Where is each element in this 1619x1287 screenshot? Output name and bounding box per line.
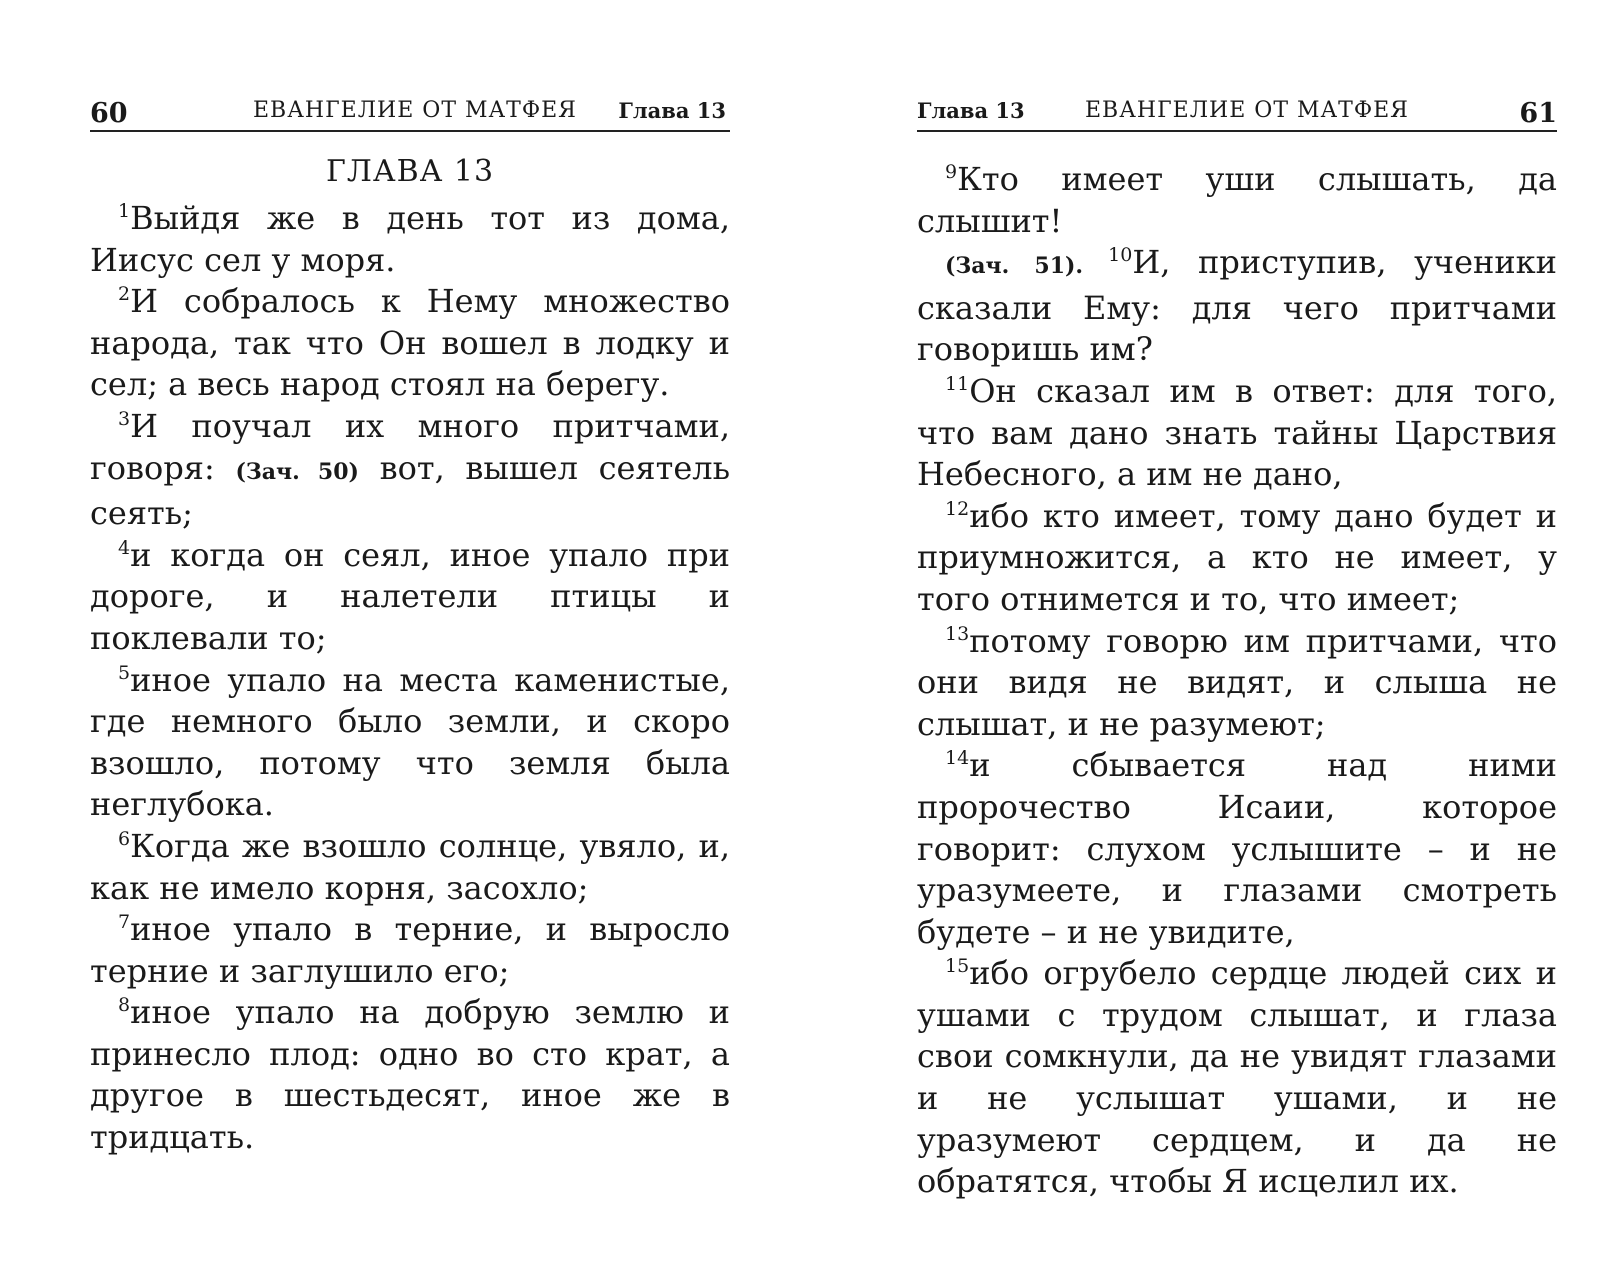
- left-page-number: 60: [90, 98, 128, 129]
- verse: $^{15}$ибо огрубело сердце людей сих и ушами с трудом слышат, и глаза свои сомкнули, да не увидят глазами и не услышат ушами, и не уразумеют сердцем, и да не обратятся, чтобы Я исцелил их.: [917, 954, 1557, 1201]
- verse: $^2$И собралось к Нему множество народа, так что Он вошел в лодку и сел; а весь народ стоял на берегу.: [90, 282, 730, 404]
- chapter-heading: ГЛАВА 13: [325, 154, 495, 189]
- verse: $^{14}$и сбывается над ними пророчество Исаии, которое говорит: слухом услышите – и не уразумеете, и глазами смотреть будете – и не увидите,: [917, 746, 1557, 951]
- verse: $^6$Когда же взошло солнце, увяло, и, как не имело корня, засохло;: [90, 826, 730, 907]
- left-running-title: ЕВАНГЕЛИЕ ОТ МАТФЕЯ: [253, 98, 577, 123]
- verse: $^7$иное упало в терние, и выросло терние и заглушило его;: [90, 910, 730, 990]
- verse: $^5$иное упало на места каменистые, где немного было земли, и скоро взошло, потому что земля была неглубока.: [90, 660, 730, 824]
- left-page: [90, 90, 730, 1240]
- left-running-chapter: Глава 13: [618, 98, 726, 123]
- right-running-title: ЕВАНГЕЛИЕ ОТ МАТФЕЯ: [1085, 98, 1409, 123]
- right-running-head: [917, 90, 1557, 132]
- right-page: [917, 90, 1557, 1240]
- verse: $^{13}$потому говорю им притчами, что они видя не видят, и слыша не слышат, и не разумеют;: [917, 621, 1557, 743]
- verse: $^9$Кто имеет уши слышать, да слышит!: [917, 160, 1557, 240]
- verse: $^8$иное упало на добрую землю и принесло плод: одно во сто крат, а другое в шестьдесят, иное же в тридцать.: [90, 993, 730, 1157]
- verse: $^1$Выйдя же в день тот из дома, Иисус сел у моря.: [90, 199, 730, 279]
- right-running-chapter: Глава 13: [917, 98, 1025, 123]
- verse: $^3$И поучал их много притчами, говоря: (Зач. 50) вот, вышел сеятель сеять;: [90, 406, 731, 533]
- verse: $^{11}$Он сказал им в ответ: для того, что вам дано знать тайны Царствия Небесного, а им не дано,: [917, 371, 1557, 494]
- left-running-head: [90, 90, 730, 132]
- right-page-body: [917, 159, 1557, 1203]
- reading-number: (Зач. 51).: [945, 253, 1109, 280]
- verse: $^{12}$ибо кто имеет, тому дано будет и приумножится, а кто не имеет, у того отнимется и то, что имеет;: [917, 496, 1557, 618]
- left-page-body: [90, 198, 730, 1159]
- verse: (Зач. 51). $^{10}$И, приступив, ученики сказали Ему: для чего притчами говоришь им?: [917, 243, 1557, 369]
- right-page-number: 61: [1519, 98, 1557, 129]
- verse: $^4$и когда он сеял, иное упало при дороге, и налетели птицы и поклевали то;: [90, 535, 730, 657]
- reading-number: (Зач. 50): [235, 458, 359, 485]
